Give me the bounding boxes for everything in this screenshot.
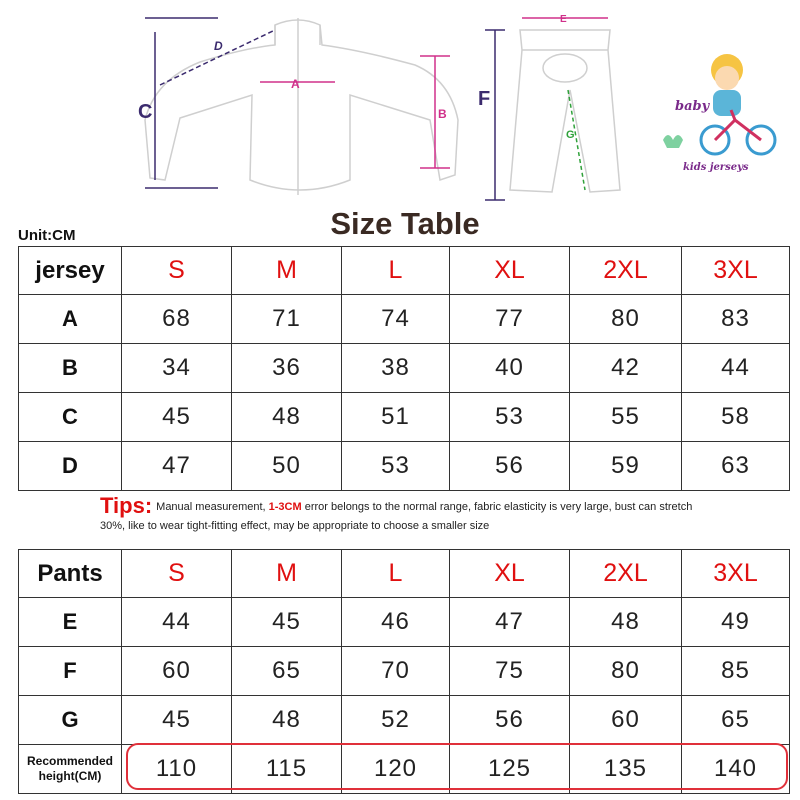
cell: 60 (122, 647, 232, 696)
cell: 47 (122, 442, 232, 491)
unit-label: Unit:CM (18, 227, 76, 244)
cell: 74 (342, 295, 450, 344)
row-label: A (19, 295, 122, 344)
cell: 36 (232, 344, 342, 393)
cell: 120 (342, 745, 450, 794)
cell: 44 (122, 598, 232, 647)
cell: 135 (570, 745, 682, 794)
cell: 51 (342, 393, 450, 442)
row-label: E (19, 598, 122, 647)
size-xl: XL (450, 550, 570, 598)
cell: 65 (682, 696, 790, 745)
cell: 55 (570, 393, 682, 442)
cell: 68 (122, 295, 232, 344)
size-l: L (342, 247, 450, 295)
tips-note (100, 493, 720, 536)
label-c: C (138, 101, 153, 123)
logo-text-baby: baby (675, 99, 710, 114)
label-a: A (291, 77, 300, 91)
label-g: G (566, 129, 575, 141)
size-3xl: 3XL (682, 550, 790, 598)
logo-text-kids: kids jerseys (683, 162, 749, 173)
size-3xl: 3XL (682, 247, 790, 295)
pants-header: Pants (19, 550, 122, 598)
cell: 45 (122, 696, 232, 745)
row-label: C (19, 393, 122, 442)
table-row (19, 442, 790, 491)
cell: 63 (682, 442, 790, 491)
page-title: Size Table (330, 206, 480, 241)
cell: 71 (232, 295, 342, 344)
measure-letters (138, 14, 575, 141)
cell: 49 (682, 598, 790, 647)
label-e: E (560, 14, 567, 25)
size-s: S (122, 550, 232, 598)
cell: 40 (450, 344, 570, 393)
cell: 53 (342, 442, 450, 491)
jersey-size-table (18, 246, 790, 491)
row-label: B (19, 344, 122, 393)
size-xl: XL (450, 247, 570, 295)
cell: 34 (122, 344, 232, 393)
cell: 80 (570, 647, 682, 696)
row-label: F (19, 647, 122, 696)
cell: 110 (122, 745, 232, 794)
cell: 46 (342, 598, 450, 647)
recommended-label: Recommended height(CM) (19, 745, 122, 794)
row-label: G (19, 696, 122, 745)
jersey-outline (145, 18, 458, 195)
baby-bike-logo (655, 48, 785, 178)
cell: 44 (682, 344, 790, 393)
jersey-header-row (19, 247, 790, 295)
cell: 42 (570, 344, 682, 393)
table-row (19, 696, 790, 745)
size-s: S (122, 247, 232, 295)
pants-outline (510, 30, 620, 192)
cell: 83 (682, 295, 790, 344)
recommended-highlight-box (126, 743, 788, 790)
cell: 58 (682, 393, 790, 442)
cell: 45 (122, 393, 232, 442)
cell: 50 (232, 442, 342, 491)
cell: 48 (570, 598, 682, 647)
pants-header-row (19, 550, 790, 598)
tips-text-after: error belongs to the normal range, fabric elasticity is very large, bust can stretch 30%, like to wear tight-fitting effect, may be appropriate to choose a smaller size (100, 501, 693, 532)
cell: 70 (342, 647, 450, 696)
label-b: B (438, 107, 447, 121)
label-d: D (214, 39, 223, 53)
cell: 56 (450, 442, 570, 491)
cell: 56 (450, 696, 570, 745)
cell: 60 (570, 696, 682, 745)
cell: 115 (232, 745, 342, 794)
jersey-header: jersey (19, 247, 122, 295)
cell: 52 (342, 696, 450, 745)
tips-text-before: Manual measurement, (156, 501, 269, 513)
cell: 85 (682, 647, 790, 696)
cell: 140 (682, 745, 790, 794)
label-f: F (478, 88, 491, 110)
size-2xl: 2XL (570, 550, 682, 598)
cell: 45 (232, 598, 342, 647)
cell: 75 (450, 647, 570, 696)
cell: 48 (232, 696, 342, 745)
table-row (19, 647, 790, 696)
cell: 65 (232, 647, 342, 696)
cell: 77 (450, 295, 570, 344)
tips-label: Tips: (100, 493, 153, 518)
row-label: D (19, 442, 122, 491)
table-row (19, 393, 790, 442)
cell: 53 (450, 393, 570, 442)
size-2xl: 2XL (570, 247, 682, 295)
cell: 80 (570, 295, 682, 344)
cell: 48 (232, 393, 342, 442)
cell: 47 (450, 598, 570, 647)
cell: 59 (570, 442, 682, 491)
table-row (19, 295, 790, 344)
cell: 38 (342, 344, 450, 393)
cell: 125 (450, 745, 570, 794)
size-m: M (232, 550, 342, 598)
size-l: L (342, 550, 450, 598)
tips-highlight: 1-3CM (268, 501, 302, 513)
size-m: M (232, 247, 342, 295)
table-row (19, 598, 790, 647)
table-row (19, 344, 790, 393)
